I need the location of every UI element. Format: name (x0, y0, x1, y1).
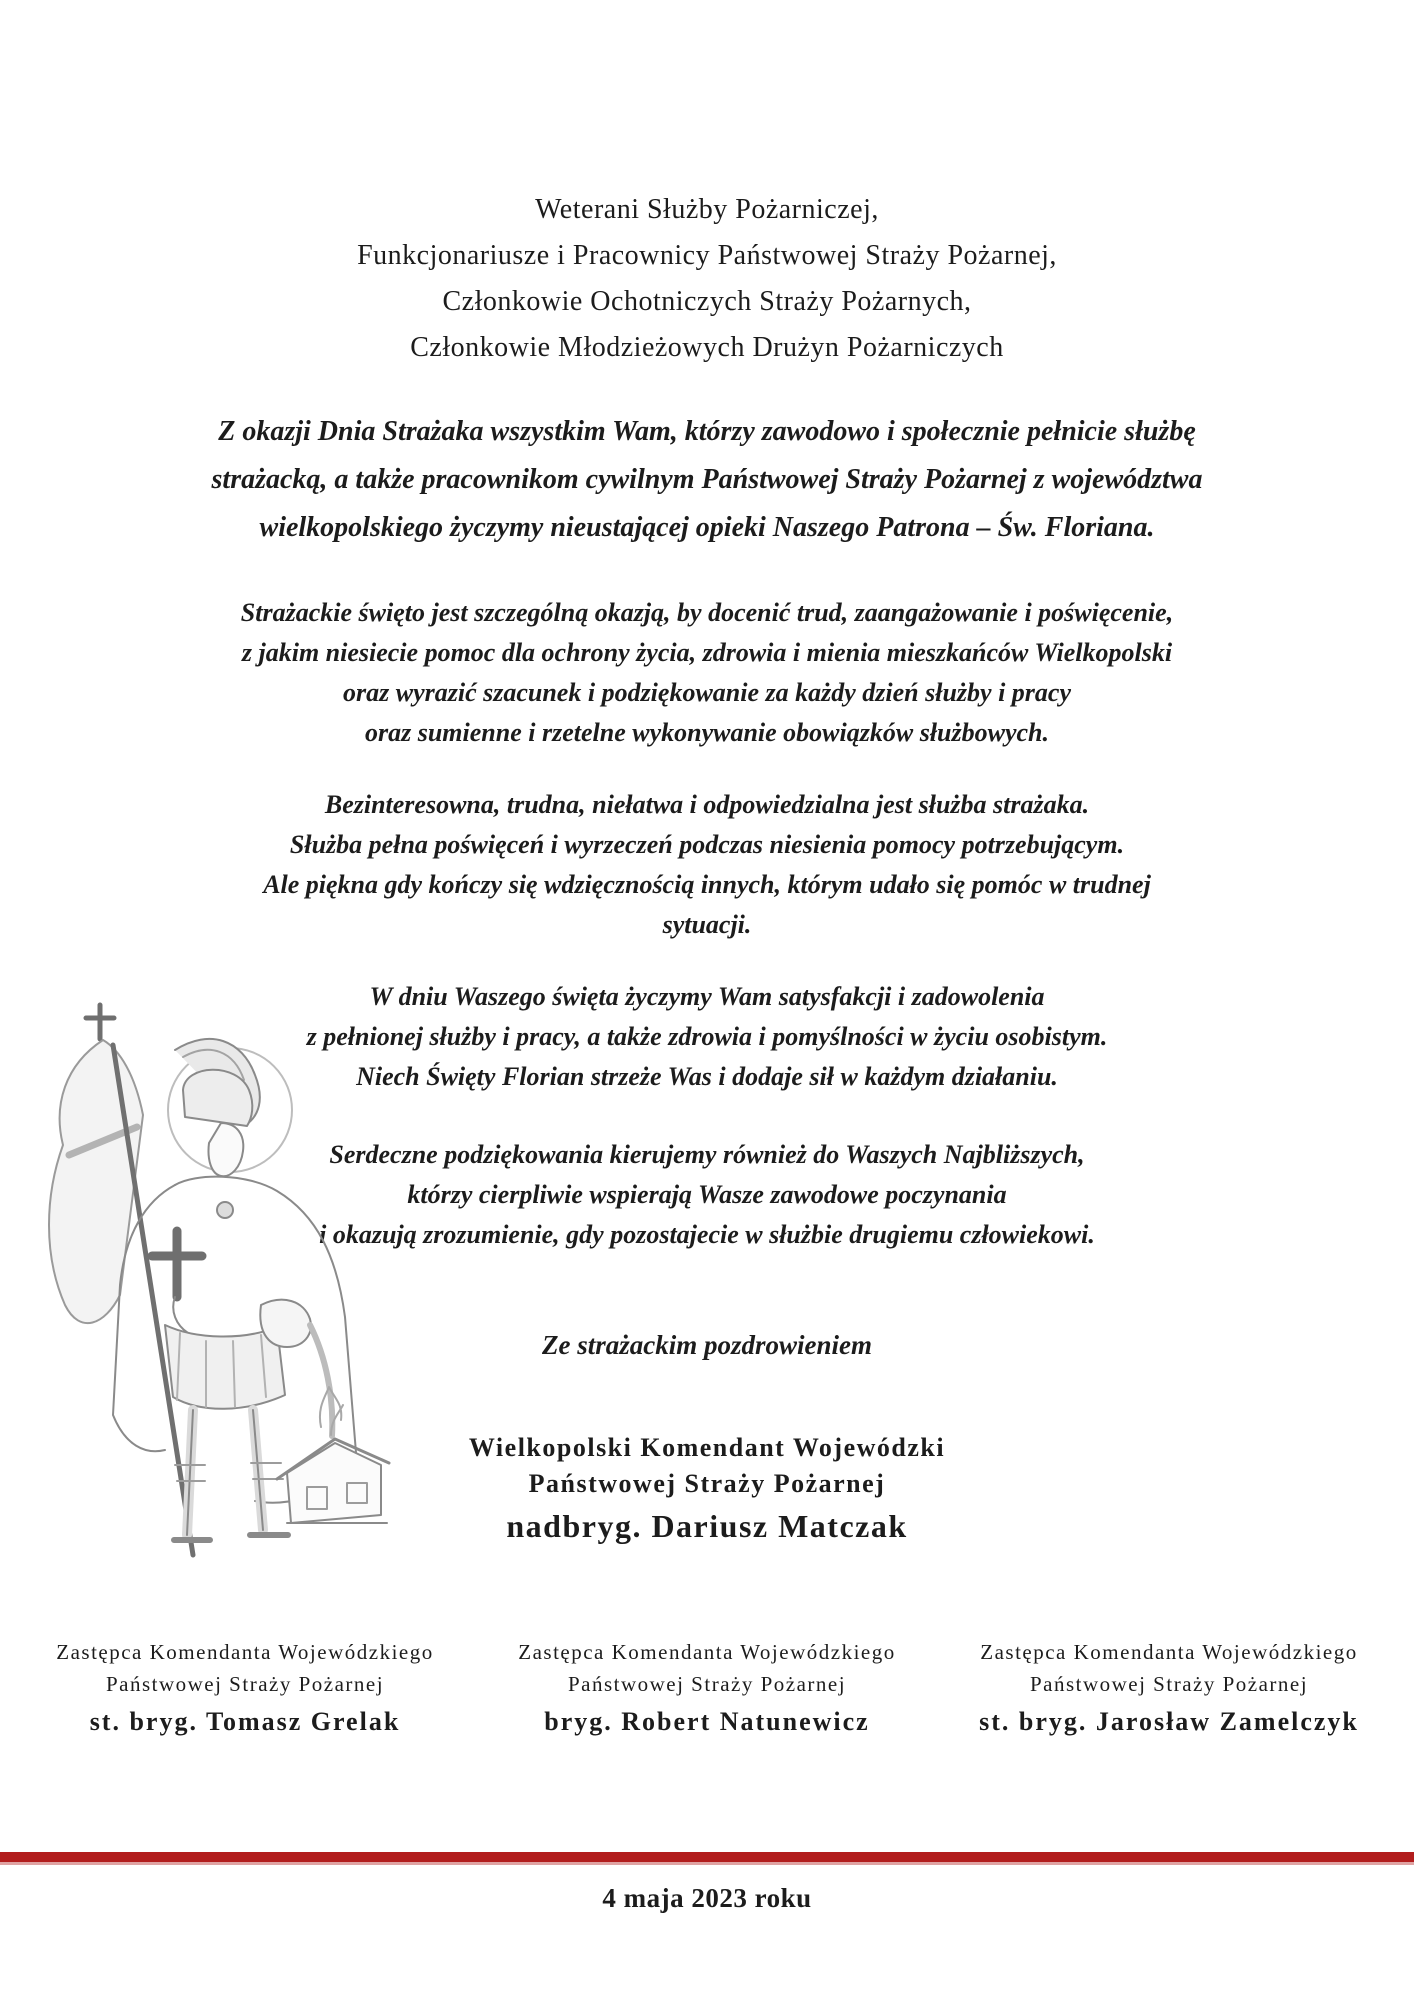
signature-title-line: Wielkopolski Komendant Wojewódzki (468, 1433, 946, 1462)
deputy-signature (480, 1636, 934, 1742)
paragraph-line: którzy cierpliwie wspierają Wasze zawodowe poczynania (407, 1180, 1007, 1209)
st-florian-illustration (25, 995, 395, 1585)
deputy-signature (18, 1636, 472, 1742)
deputy-title-line: Zastępca Komendanta Wojewódzkiego (518, 1640, 896, 1664)
deputy-name: bryg. Robert Natunewicz (544, 1707, 870, 1736)
signature-title-line: Państwowej Straży Pożarnej (528, 1469, 886, 1498)
deputy-name: st. bryg. Jarosław Zamelczyk (979, 1707, 1359, 1736)
paragraph-line: Ale piękna gdy kończy się wdzięcznością innych, którym udało się pomóc w trudnej (263, 870, 1151, 899)
closing-line: Ze strażackim pozdrowieniem (542, 1330, 872, 1360)
addressee-line: Funkcjonariusze i Pracownicy Państwowej Straży Pożarnej, (357, 240, 1057, 271)
paragraph-line: sytuacji. (662, 910, 752, 939)
paragraph-line: Niech Święty Florian strzeże Was i dodaje sił w każdym działaniu. (356, 1062, 1058, 1091)
paragraph-line: z pełnionej służby i pracy, a także zdrowia i pomyślności w życiu osobistym. (306, 1022, 1108, 1051)
paragraph-line: Strażackie święto jest szczególną okazją, by docenić trud, zaangażowanie i poświęcenie, (240, 598, 1174, 627)
deputy-title-line: Państwowej Straży Pożarnej (105, 1672, 385, 1696)
deputy-title-line: Państwowej Straży Pożarnej (567, 1672, 847, 1696)
deputy-title-line: Zastępca Komendanta Wojewódzkiego (980, 1640, 1358, 1664)
st-florian-sketch-svg (25, 995, 395, 1585)
paragraph-line: Serdeczne podziękowania kierujemy również do Waszych Najbliższych, (329, 1140, 1085, 1169)
paragraph-line: oraz sumienne i rzetelne wykonywanie obowiązków służbowych. (364, 718, 1050, 747)
addressee-line: Członkowie Młodzieżowych Drużyn Pożarniczych (410, 332, 1004, 363)
deputy-signature (942, 1636, 1396, 1742)
commander-name: nadbryg. Dariusz Matczak (506, 1508, 908, 1544)
addressees-header (0, 187, 1414, 371)
deputies-row (0, 1636, 1414, 1742)
deputy-name: st. bryg. Tomasz Grelak (89, 1707, 401, 1736)
paragraph-service (0, 785, 1414, 945)
footer-date: 4 maja 2023 roku (602, 1883, 812, 1913)
paragraph-holiday (0, 593, 1414, 753)
footer (0, 1882, 1414, 1914)
paragraph-line: Służba pełna poświęceń i wyrzeczeń podczas niesienia pomocy potrzebującym. (289, 830, 1125, 859)
paragraph-line: W dniu Waszego święta życzymy Wam satysfakcji i zadowolenia (369, 982, 1045, 1011)
paragraph-line: Z okazji Dnia Strażaka wszystkim Wam, którzy zawodowo i społecznie pełnicie służbę (218, 416, 1196, 447)
paragraph-line: Bezinteresowna, trudna, niełatwa i odpowiedzialna jest służba strażaka. (324, 790, 1090, 819)
paragraph-line: z jakim niesiecie pomoc dla ochrony życia, zdrowia i mienia mieszkańców Wielkopolski (241, 638, 1173, 667)
addressee-line: Weterani Służby Pożarniczej, (535, 194, 879, 225)
addressee-line: Członkowie Ochotniczych Straży Pożarnych, (442, 286, 972, 317)
paragraph-line: oraz wyrazić szacunek i podziękowanie za każdy dzień służby i pracy (342, 678, 1072, 707)
red-separator-bar (0, 1852, 1414, 1865)
paragraph-line: strażacką, a także pracownikom cywilnym Państwowej Straży Pożarnej z województwa (211, 464, 1203, 495)
paragraph-line: i okazują zrozumienie, gdy pozostajecie w służbie drugiemu człowiekowi. (319, 1220, 1095, 1249)
deputy-title-line: Zastępca Komendanta Wojewódzkiego (56, 1640, 434, 1664)
paragraph-occasion (0, 408, 1414, 552)
deputy-title-line: Państwowej Straży Pożarnej (1029, 1672, 1309, 1696)
paragraph-line: wielkopolskiego życzymy nieustającej opieki Naszego Patrona – Św. Floriana. (259, 512, 1155, 543)
